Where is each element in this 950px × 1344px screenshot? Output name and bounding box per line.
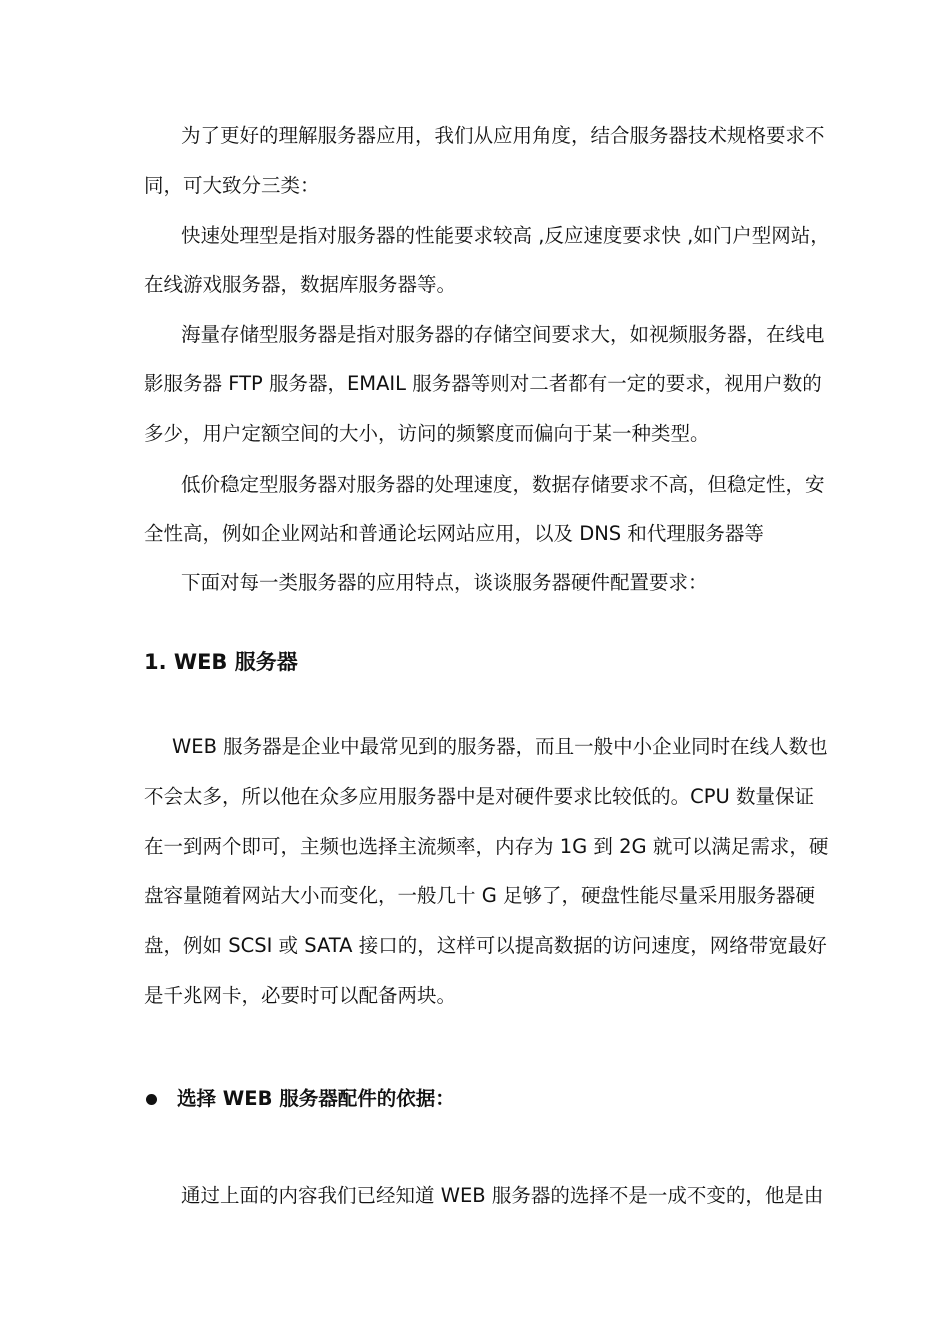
paragraph-line: 同，可大致分三类： <box>144 174 320 197</box>
paragraph-line: 影服务器 FTP 服务器，EMAIL 服务器等则对二者都有一定的要求，视用户数的 <box>144 372 822 395</box>
paragraph-line: 通过上面的内容我们已经知道 WEB 服务器的选择不是一成不变的，他是由 <box>181 1184 824 1207</box>
paragraph-line: 是千兆网卡，必要时可以配备两块。 <box>144 984 457 1007</box>
bullet-icon <box>146 1094 157 1105</box>
section-heading: 1. WEB 服务器 <box>144 650 298 674</box>
paragraph-line: 为了更好的理解服务器应用，我们从应用角度，结合服务器技术规格要求不 <box>181 124 825 147</box>
paragraph-line: 海量存储型服务器是指对服务器的存储空间要求大，如视频服务器，在线电 <box>181 323 825 346</box>
paragraph-line: WEB 服务器是企业中最常见到的服务器，而且一般中小企业同时在线人数也 <box>172 735 828 758</box>
paragraph-line: 下面对每一类服务器的应用特点，谈谈服务器硬件配置要求： <box>181 571 708 594</box>
paragraph-line: 盘容量随着网站大小而变化，一般几十 G 足够了，硬盘性能尽量采用服务器硬 <box>144 884 816 907</box>
bullet-heading: 选择 WEB 服务器配件的依据： <box>177 1087 455 1110</box>
paragraph-line: 全性高，例如企业网站和普通论坛网站应用，以及 DNS 和代理服务器等 <box>144 522 764 545</box>
paragraph-line: 在一到两个即可，主频也选择主流频率，内存为 1G 到 2G 就可以满足需求，硬 <box>144 835 829 858</box>
paragraph-line: 不会太多，所以他在众多应用服务器中是对硬件要求比较低的。CPU 数量保证 <box>144 785 814 808</box>
bullet-item <box>144 1084 455 1114</box>
paragraph-line: 多少，用户定额空间的大小，访问的频繁度而偏向于某一种类型。 <box>144 422 710 445</box>
paragraph-line: 在线游戏服务器，数据库服务器等。 <box>144 273 457 296</box>
paragraph-line: 快速处理型是指对服务器的性能要求较高 ,反应速度要求快 ,如门户型网站， <box>181 224 830 247</box>
paragraph-line: 盘，例如 SCSI 或 SATA 接口的，这样可以提高数据的访问速度，网络带宽最好 <box>144 934 827 957</box>
paragraph-line: 低价稳定型服务器对服务器的处理速度，数据存储要求不高，但稳定性，安 <box>181 473 825 496</box>
